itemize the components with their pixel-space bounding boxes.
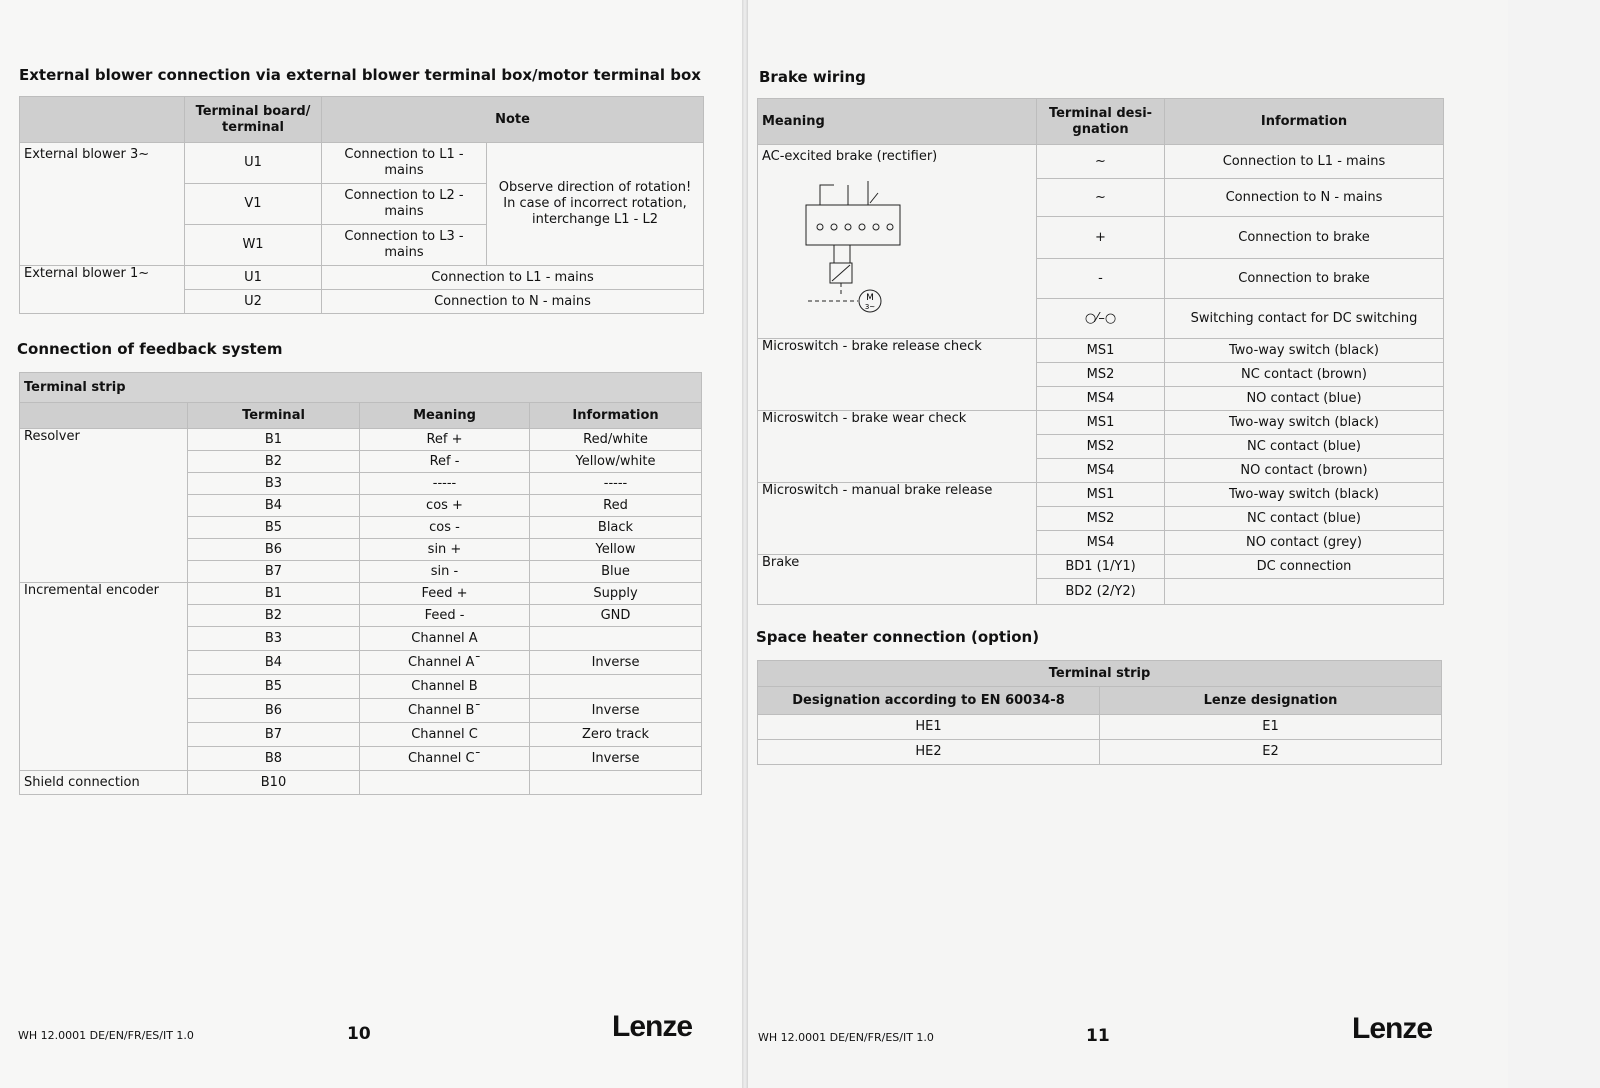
brake-info: NO contact (brown) (1165, 459, 1444, 483)
brake-info: Two-way switch (black) (1165, 339, 1444, 363)
feedback-info: Inverse (530, 699, 702, 723)
ac-brake-cell (758, 145, 1037, 339)
feedback-meaning: Channel C¯ (360, 747, 530, 771)
brake-terminal: BD1 (1/Y1) (1037, 555, 1165, 579)
feedback-terminal: B6 (188, 699, 360, 723)
brake-info: Two-way switch (black) (1165, 411, 1444, 435)
feedback-info (530, 627, 702, 651)
feedback-terminal: B6 (188, 539, 360, 561)
lenze-logo: Lenze (612, 1010, 693, 1043)
feedback-meaning: cos + (360, 495, 530, 517)
brake-info: NO contact (blue) (1165, 387, 1444, 411)
brake-info: Connection to brake (1165, 259, 1444, 299)
heater-lenze: E1 (1100, 715, 1442, 740)
feedback-info: Yellow/white (530, 451, 702, 473)
feedback-terminal: B4 (188, 495, 360, 517)
heater-en: HE2 (758, 740, 1100, 765)
feedback-info: Yellow (530, 539, 702, 561)
lenze-logo: Lenze (1352, 1012, 1433, 1045)
feedback-terminal: B5 (188, 675, 360, 699)
feedback-terminal: B3 (188, 473, 360, 495)
brake-terminal: MS1 (1037, 483, 1165, 507)
feedback-info: Black (530, 517, 702, 539)
feedback-info: Red/white (530, 429, 702, 451)
feedback-info: ----- (530, 473, 702, 495)
feedback-meaning: Ref + (360, 429, 530, 451)
heater-table (757, 660, 1442, 765)
blower-terminal: W1 (185, 225, 322, 266)
motor-symbol: M (866, 293, 874, 303)
feedback-info: Zero track (530, 723, 702, 747)
brake-terminal: MS2 (1037, 435, 1165, 459)
page-number: 11 (1086, 1026, 1110, 1046)
blower-terminal: U2 (185, 290, 322, 314)
feedback-meaning: ----- (360, 473, 530, 495)
brake-terminal: MS4 (1037, 387, 1165, 411)
feedback-terminal: B4 (188, 651, 360, 675)
right-page (748, 0, 1508, 1088)
feedback-header-terminal: Terminal (188, 403, 360, 429)
release-check-label: Microswitch - brake release check (758, 339, 1037, 411)
feedback-meaning: Channel B (360, 675, 530, 699)
blower-header-note: Note (322, 97, 704, 143)
heater-lenze: E2 (1100, 740, 1442, 765)
feedback-meaning: Ref - (360, 451, 530, 473)
feedback-terminal: B1 (188, 429, 360, 451)
feedback-section-title: Connection of feedback system (17, 340, 283, 358)
feedback-terminal: B5 (188, 517, 360, 539)
feedback-terminal: B8 (188, 747, 360, 771)
blower-note: Connection to L2 - mains (322, 184, 487, 225)
feedback-terminal: B7 (188, 561, 360, 583)
rotation-note: Observe direction of rotation! In case of incorrect rotation, interchange L1 - L2 (487, 143, 704, 266)
feedback-info: Inverse (530, 651, 702, 675)
feedback-header-information: Information (530, 403, 702, 429)
brake-terminal: BD2 (2/Y2) (1037, 579, 1165, 605)
brake-info: Connection to N - mains (1165, 179, 1444, 217)
blower-header-empty (20, 97, 185, 143)
rectifier-schematic-icon (798, 175, 908, 325)
brake-terminal: MS4 (1037, 459, 1165, 483)
brake-table (757, 98, 1444, 605)
wear-check-label: Microswitch - brake wear check (758, 411, 1037, 483)
left-page (0, 0, 742, 1088)
brake-info: Connection to L1 - mains (1165, 145, 1444, 179)
feedback-terminal: B7 (188, 723, 360, 747)
manual-release-label: Microswitch - manual brake release (758, 483, 1037, 555)
feedback-info (530, 675, 702, 699)
feedback-info: Supply (530, 583, 702, 605)
blower-note: Connection to L1 - mains (322, 143, 487, 184)
feedback-header-empty (20, 403, 188, 429)
feedback-meaning: Channel C (360, 723, 530, 747)
blower-note: Connection to N - mains (322, 290, 704, 314)
brake-info: NC contact (blue) (1165, 507, 1444, 531)
feedback-meaning: sin - (360, 561, 530, 583)
feedback-meaning: Channel A¯ (360, 651, 530, 675)
blower-group2-label: External blower 1~ (20, 266, 185, 314)
blower-group1-label: External blower 3~ (20, 143, 185, 266)
heater-header-lenze: Lenze designation (1100, 687, 1442, 715)
heater-en: HE1 (758, 715, 1100, 740)
blower-terminal: V1 (185, 184, 322, 225)
blower-table (19, 96, 704, 314)
blower-note: Connection to L1 - mains (322, 266, 704, 290)
brake-terminal: ~ (1037, 179, 1165, 217)
brake-info: NC contact (brown) (1165, 363, 1444, 387)
feedback-info: Red (530, 495, 702, 517)
blower-section-title: External blower connection via external blower terminal box/motor terminal box (19, 66, 701, 84)
brake-header-meaning: Meaning (758, 99, 1037, 145)
brake-info: Connection to brake (1165, 217, 1444, 259)
brake-section-title: Brake wiring (759, 68, 866, 86)
feedback-meaning: sin + (360, 539, 530, 561)
feedback-table (19, 372, 702, 795)
feedback-terminal: B1 (188, 583, 360, 605)
terminal-strip-label: Terminal strip (20, 373, 702, 403)
feedback-info: GND (530, 605, 702, 627)
heater-strip-label: Terminal strip (758, 661, 1442, 687)
feedback-terminal: B3 (188, 627, 360, 651)
feedback-meaning: Channel A (360, 627, 530, 651)
feedback-meaning: Channel B¯ (360, 699, 530, 723)
brake-info: Two-way switch (black) (1165, 483, 1444, 507)
brake-terminal: MS1 (1037, 339, 1165, 363)
footer-code: WH 12.0001 DE/EN/FR/ES/IT 1.0 (758, 1031, 934, 1044)
brake-info: DC connection (1165, 555, 1444, 579)
resolver-label: Resolver (20, 429, 188, 583)
brake-info (1165, 579, 1444, 605)
feedback-header-meaning: Meaning (360, 403, 530, 429)
blower-note: Connection to L3 - mains (322, 225, 487, 266)
feedback-terminal: B2 (188, 451, 360, 473)
shield-terminal: B10 (188, 771, 360, 795)
brake-terminal: MS2 (1037, 507, 1165, 531)
feedback-meaning: cos - (360, 517, 530, 539)
brake-terminal: MS2 (1037, 363, 1165, 387)
brake-terminal: ~ (1037, 145, 1165, 179)
scan-margin (1508, 0, 1600, 1088)
footer-code: WH 12.0001 DE/EN/FR/ES/IT 1.0 (18, 1029, 194, 1042)
shield-label: Shield connection (20, 771, 188, 795)
feedback-info: Inverse (530, 747, 702, 771)
brake-header-terminal: Terminal desi- gnation (1037, 99, 1165, 145)
brake-info: NC contact (blue) (1165, 435, 1444, 459)
blower-terminal: U1 (185, 266, 322, 290)
heater-section-title: Space heater connection (option) (756, 628, 1040, 646)
feedback-terminal: B2 (188, 605, 360, 627)
feedback-meaning: Feed - (360, 605, 530, 627)
brake-terminal: + (1037, 217, 1165, 259)
feedback-meaning: Feed + (360, 583, 530, 605)
heater-header-en: Designation according to EN 60034-8 (758, 687, 1100, 715)
brake-terminal: MS1 (1037, 411, 1165, 435)
brake-label: Brake (758, 555, 1037, 605)
brake-header-information: Information (1165, 99, 1444, 145)
brake-terminal: MS4 (1037, 531, 1165, 555)
brake-info: NO contact (grey) (1165, 531, 1444, 555)
motor-phase: 3~ (864, 303, 876, 311)
blower-terminal: U1 (185, 143, 322, 184)
encoder-label: Incremental encoder (20, 583, 188, 771)
switch-contact-symbol: ○⁄–○ (1037, 299, 1165, 339)
brake-info: Switching contact for DC switching (1165, 299, 1444, 339)
feedback-info: Blue (530, 561, 702, 583)
page-number: 10 (347, 1024, 371, 1044)
ac-brake-label: AC-excited brake (rectifier) (762, 149, 938, 164)
brake-terminal: - (1037, 259, 1165, 299)
blower-header-terminal: Terminal board/ terminal (185, 97, 322, 143)
